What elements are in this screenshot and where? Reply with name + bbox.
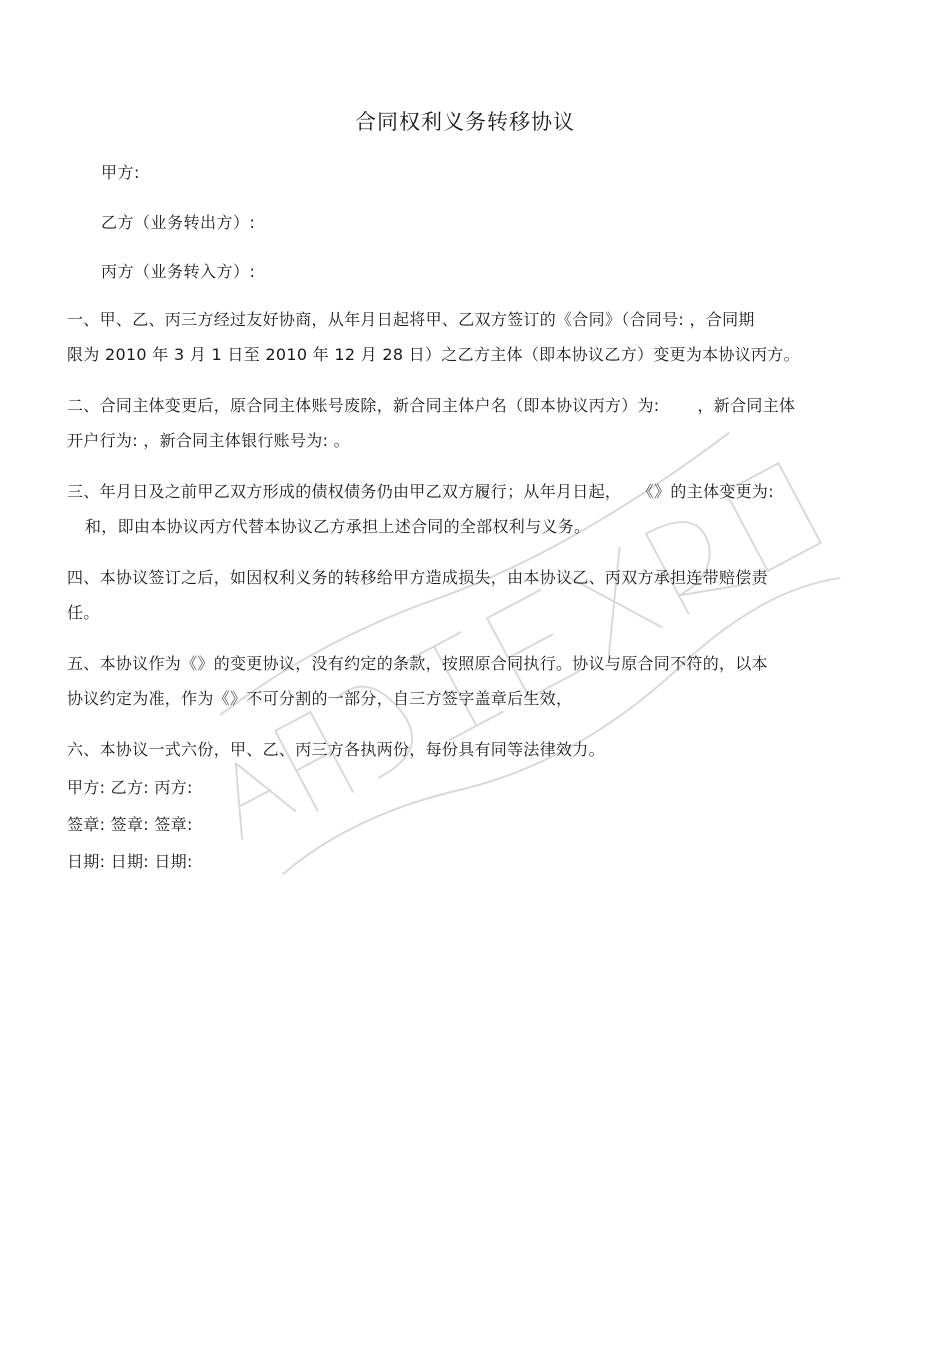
party-b-label: 乙方（业务转出方）: [101, 213, 256, 232]
clause-1-line-1: 一、甲、乙、丙三方经过友好协商，从年月日起将甲、乙双方签订的《合同》（合同号: ，合同期 [67, 310, 755, 329]
signature-date-line: 日期: 日期: 日期: [67, 852, 193, 871]
clause-1-line-2: 限为 2010 年 3 月 1 日至 2010 年 12 月 28 日）之乙方主体（即本协议乙方）变更为本协议丙方。 [67, 345, 800, 364]
clause-1 [67, 302, 879, 372]
clause-2-line-1: 二、合同主体变更后，原合同主体账号废除，新合同主体户名（即本协议丙方）为: ，新合同主体 [67, 396, 796, 415]
signature-seal-line: 签章: 签章: 签章: [67, 815, 193, 834]
clause-3 [67, 474, 879, 544]
clause-3-line-2: 和，即由本协议丙方代替本协议乙方承担上述合同的全部权利与义务。 [85, 517, 591, 536]
clause-5-line-2: 协议约定为准，作为《》不可分割的一部分，自三方签字盖章后生效， [67, 689, 573, 708]
signature-parties-line: 甲方: 乙方: 丙方: [67, 778, 193, 797]
clause-5 [67, 646, 879, 716]
clause-4-line-2: 任。 [67, 603, 100, 622]
clause-4 [67, 560, 879, 630]
party-a-label: 甲方: [101, 163, 140, 182]
party-c-label: 丙方（业务转入方）: [101, 262, 256, 281]
clause-2-line-2: 开户行为: ，新合同主体银行账号为: 。 [67, 431, 350, 450]
clause-4-line-1: 四、本协议签订之后，如因权利义务的转移给甲方造成损失，由本协议乙、丙双方承担连带赔偿责 [67, 568, 768, 587]
document-title: 合同权利义务转移协议 [355, 110, 575, 134]
clause-6 [67, 732, 879, 767]
clause-2 [67, 388, 879, 458]
clause-3-line-1: 三、年月日及之前甲乙双方形成的债权债务仍由甲乙双方履行；从年月日起， 《》的主体变更为: [67, 482, 774, 501]
clause-5-line-1: 五、本协议作为《》的变更协议，没有约定的条款，按照原合同执行。协议与原合同不符的，以本 [67, 654, 768, 673]
clause-6-line-1: 六、本协议一式六份，甲、乙、丙三方各执两份，每份具有同等法律效力。 [67, 740, 605, 759]
